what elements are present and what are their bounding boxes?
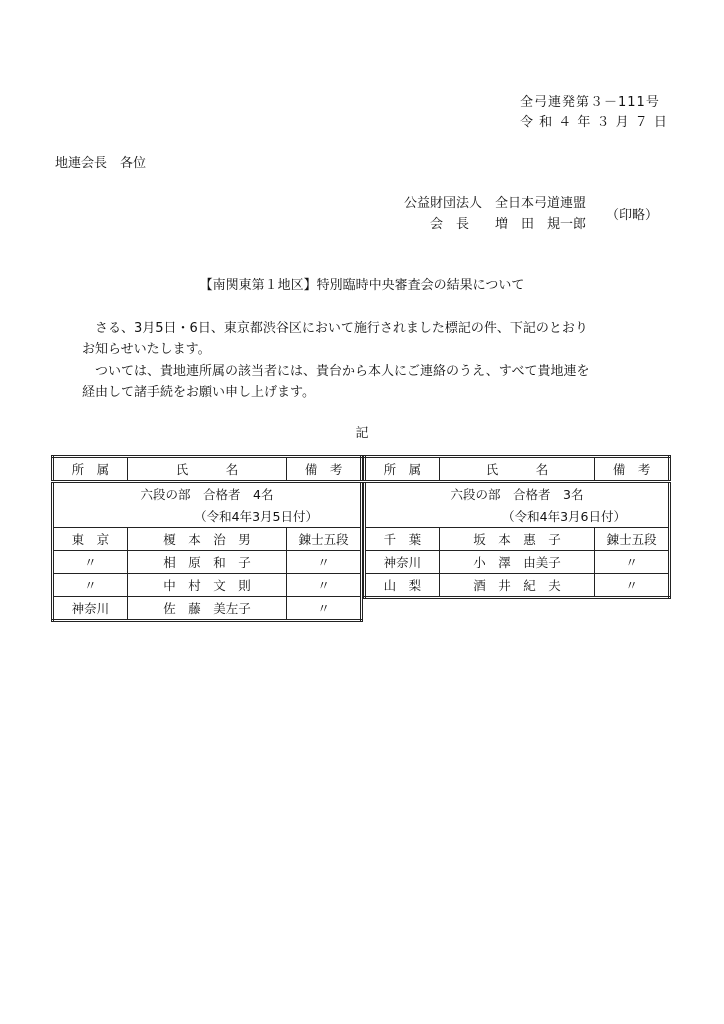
body-paragraph-2-line-2: 経由して諸手続をお願い申し上げます。 (82, 385, 315, 400)
header-name: 氏 名 (439, 457, 595, 482)
cell-name: 坂 本 惠 子 (439, 528, 595, 551)
division-date: （令和4年3月6日付） (365, 505, 670, 528)
body-paragraph-1-line-1: さる、3月5日・6日、東京都渋谷区において施行されました標記の件、下記のとおり (82, 321, 588, 336)
cell-affiliation: 神奈川 (53, 597, 128, 621)
ki-marker: 記 (355, 426, 369, 441)
body-paragraph-1-line-2: お知らせいたします。 (82, 342, 211, 357)
header-affiliation: 所 属 (365, 457, 440, 482)
cell-name: 佐 藤 美左子 (127, 597, 287, 621)
cell-remarks: 〃 (287, 597, 362, 621)
cell-affiliation: 東 京 (53, 528, 128, 551)
cell-affiliation: 〃 (53, 574, 128, 597)
division-row (365, 482, 670, 506)
cell-name: 榎 本 治 男 (127, 528, 287, 551)
division-row (53, 482, 362, 506)
cell-affiliation: 〃 (53, 551, 128, 574)
division-date-row (365, 505, 670, 528)
header-name: 氏 名 (127, 457, 287, 482)
cell-affiliation: 山 梨 (365, 574, 440, 598)
division-label: 六段の部 合格者 3名 (365, 482, 670, 506)
division-label: 六段の部 合格者 4名 (53, 482, 362, 506)
cell-affiliation: 神奈川 (365, 551, 440, 574)
document-date: 令 和 ４ 年 ３ 月 ７ 日 (520, 115, 668, 130)
table-row (365, 574, 670, 598)
cell-remarks: 〃 (595, 551, 670, 574)
cell-remarks: 〃 (595, 574, 670, 598)
division-date-row (53, 505, 362, 528)
table-row (365, 551, 670, 574)
cell-name: 酒 井 紀 夫 (439, 574, 595, 598)
table-row (365, 528, 670, 551)
table-row (53, 574, 362, 597)
sender-organization: 公益財団法人 全日本弓道連盟 (404, 196, 587, 211)
cell-remarks: 錬士五段 (287, 528, 362, 551)
seal-omitted-note: （印略） (606, 208, 659, 223)
cell-remarks: 錬士五段 (595, 528, 670, 551)
body-paragraph-1 (82, 318, 588, 360)
results-table-left (51, 455, 363, 622)
document-number: 全弓連発第３－111号 (520, 95, 660, 110)
header-affiliation: 所 属 (53, 457, 128, 482)
results-table-right (363, 455, 671, 599)
table-header-row (365, 457, 670, 482)
body-paragraph-2-line-1: ついては、貴地連所属の該当者には、貴台から本人にご連絡のうえ、すべて貴地連を (82, 364, 590, 379)
header-remarks: 備 考 (287, 457, 362, 482)
division-date: （令和4年3月5日付） (53, 505, 362, 528)
table-row (53, 551, 362, 574)
table-row (53, 528, 362, 551)
cell-remarks: 〃 (287, 574, 362, 597)
body-paragraph-2 (82, 361, 590, 403)
cell-affiliation: 千 葉 (365, 528, 440, 551)
addressee: 地連会長 各位 (55, 156, 147, 171)
header-remarks: 備 考 (595, 457, 670, 482)
subject-title: 【南関東第１地区】特別臨時中央審査会の結果について (199, 278, 525, 293)
cell-remarks: 〃 (287, 551, 362, 574)
table-row (53, 597, 362, 621)
cell-name: 中 村 文 則 (127, 574, 287, 597)
cell-name: 小 澤 由美子 (439, 551, 595, 574)
sender-representative: 会 長 増 田 規一郎 (430, 217, 587, 232)
table-header-row (53, 457, 362, 482)
cell-name: 相 原 和 子 (127, 551, 287, 574)
